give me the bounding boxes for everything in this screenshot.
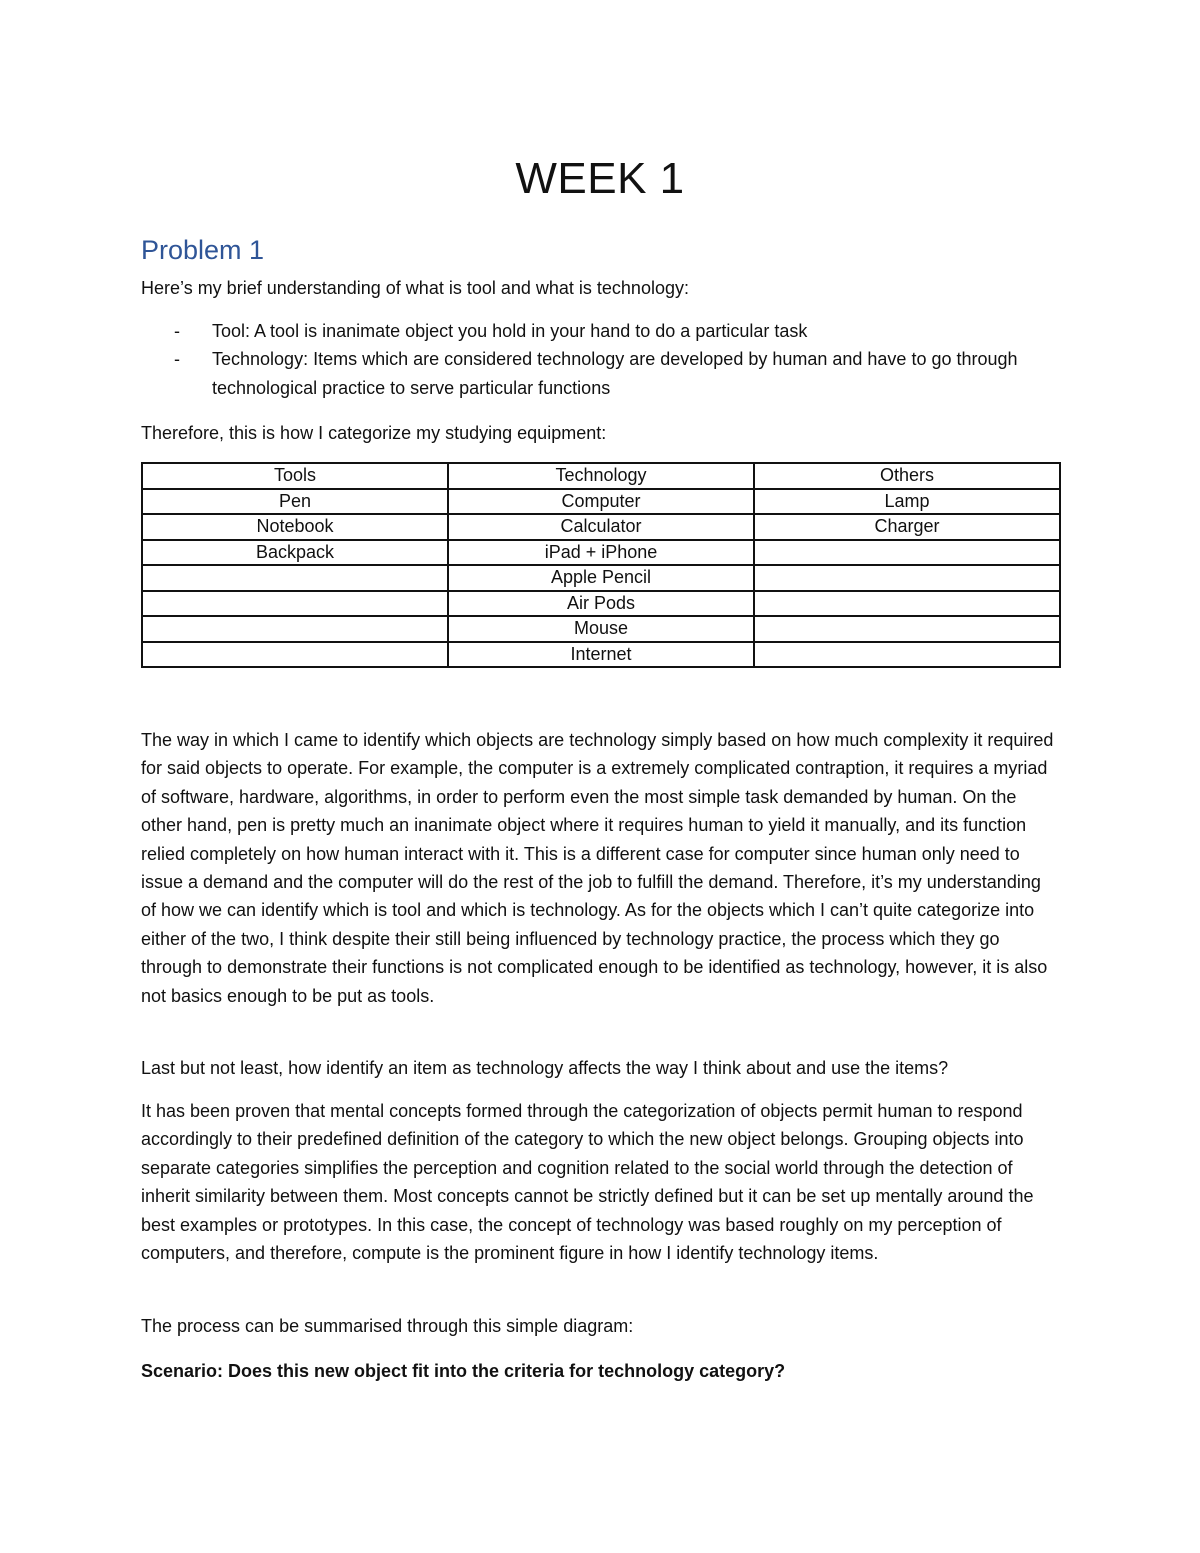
table-cell [754, 540, 1060, 566]
table-cell [142, 591, 448, 617]
table-header-row [142, 463, 1060, 489]
table-cell [754, 565, 1060, 591]
header-cell: Tools [142, 463, 448, 489]
table-cell [142, 565, 448, 591]
table-cell: Computer [448, 489, 754, 515]
complexity-paragraph: The way in which I came to identify which objects are technology simply based on how much complexity it required for said objects to operate. For example, the computer is a extremely complicated contraption, it requires a myriad of software, hardware, algorithms, in order to perform even the most simple task demanded by human. On the other hand, pen is pretty much an inanimate object where it requires human to yield it manually, and its function relied completely on how human interact with it. This is a different case for computer since human only need to issue a demand and the computer will do the rest of the job to fulfill the demand. Therefore, it’s my understanding of how we can identify which is tool and which is technology. As for the objects which I can’t quite categorize into either of the two, I think despite their still being influenced by technology practice, the process which they go through to demonstrate their functions is not complicated enough to be identified as technology, however, it is also not basics enough to be put as tools. [141, 730, 1054, 1006]
categorization-paragraph: It has been proven that mental concepts formed through the categorization of objects permit human to respond accordingly to their predefined definition of the category to which the new object belongs. Grouping objects into separate categories simplifies the perception and cognition related to the social world through the detection of inherit similarity between them. Most concepts cannot be strictly defined but it can be set up mentally around the best examples or prototypes. In this case, the concept of technology was based roughly on my perception of computers, and therefore, compute is the prominent figure in how I identify technology items. [141, 1101, 1034, 1264]
header-cell: Technology [448, 463, 754, 489]
table-row [142, 616, 1060, 642]
table-cell: Backpack [142, 540, 448, 566]
table-cell [754, 591, 1060, 617]
therefore-paragraph: Therefore, this is how I categorize my studying equipment: [141, 423, 607, 443]
dash-bullet: - [174, 349, 180, 370]
table-cell: iPad + iPhone [448, 540, 754, 566]
table-cell: Air Pods [448, 591, 754, 617]
table-cell: Notebook [142, 514, 448, 540]
table-row [142, 489, 1060, 515]
table-cell: Mouse [448, 616, 754, 642]
question-paragraph: Last but not least, how identify an item as technology affects the way I think about and use the items? [141, 1058, 949, 1078]
table-row [142, 591, 1060, 617]
process-paragraph: The process can be summarised through this simple diagram: [141, 1316, 634, 1336]
tool-definition: Tool: A tool is inanimate object you hold in your hand to do a particular task [212, 321, 808, 341]
list-item [141, 317, 1059, 345]
table-cell [142, 642, 448, 668]
technology-definition: Technology: Items which are considered technology are developed by human and have to go through technological practice to serve particular functions [212, 349, 1018, 398]
list-item [141, 345, 1059, 402]
header-cell: Others [754, 463, 1060, 489]
problem-heading: Problem 1 [141, 235, 265, 265]
intro-paragraph: Here’s my brief understanding of what is tool and what is technology: [141, 278, 689, 298]
table-cell: Internet [448, 642, 754, 668]
scenario-heading: Scenario: Does this new object fit into the criteria for technology category? [141, 1361, 786, 1381]
table-cell: Pen [142, 489, 448, 515]
table-cell: Charger [754, 514, 1060, 540]
document-title: WEEK 1 [515, 154, 685, 203]
table-row [142, 642, 1060, 668]
table-row [142, 540, 1060, 566]
table-cell: Apple Pencil [448, 565, 754, 591]
table-row [142, 514, 1060, 540]
table-cell [754, 642, 1060, 668]
equipment-table [141, 462, 1061, 668]
table-cell: Calculator [448, 514, 754, 540]
table-row [142, 565, 1060, 591]
definition-list [141, 317, 1059, 402]
table-cell [142, 616, 448, 642]
dash-bullet: - [174, 321, 180, 341]
table-cell: Lamp [754, 489, 1060, 515]
table-cell [754, 616, 1060, 642]
